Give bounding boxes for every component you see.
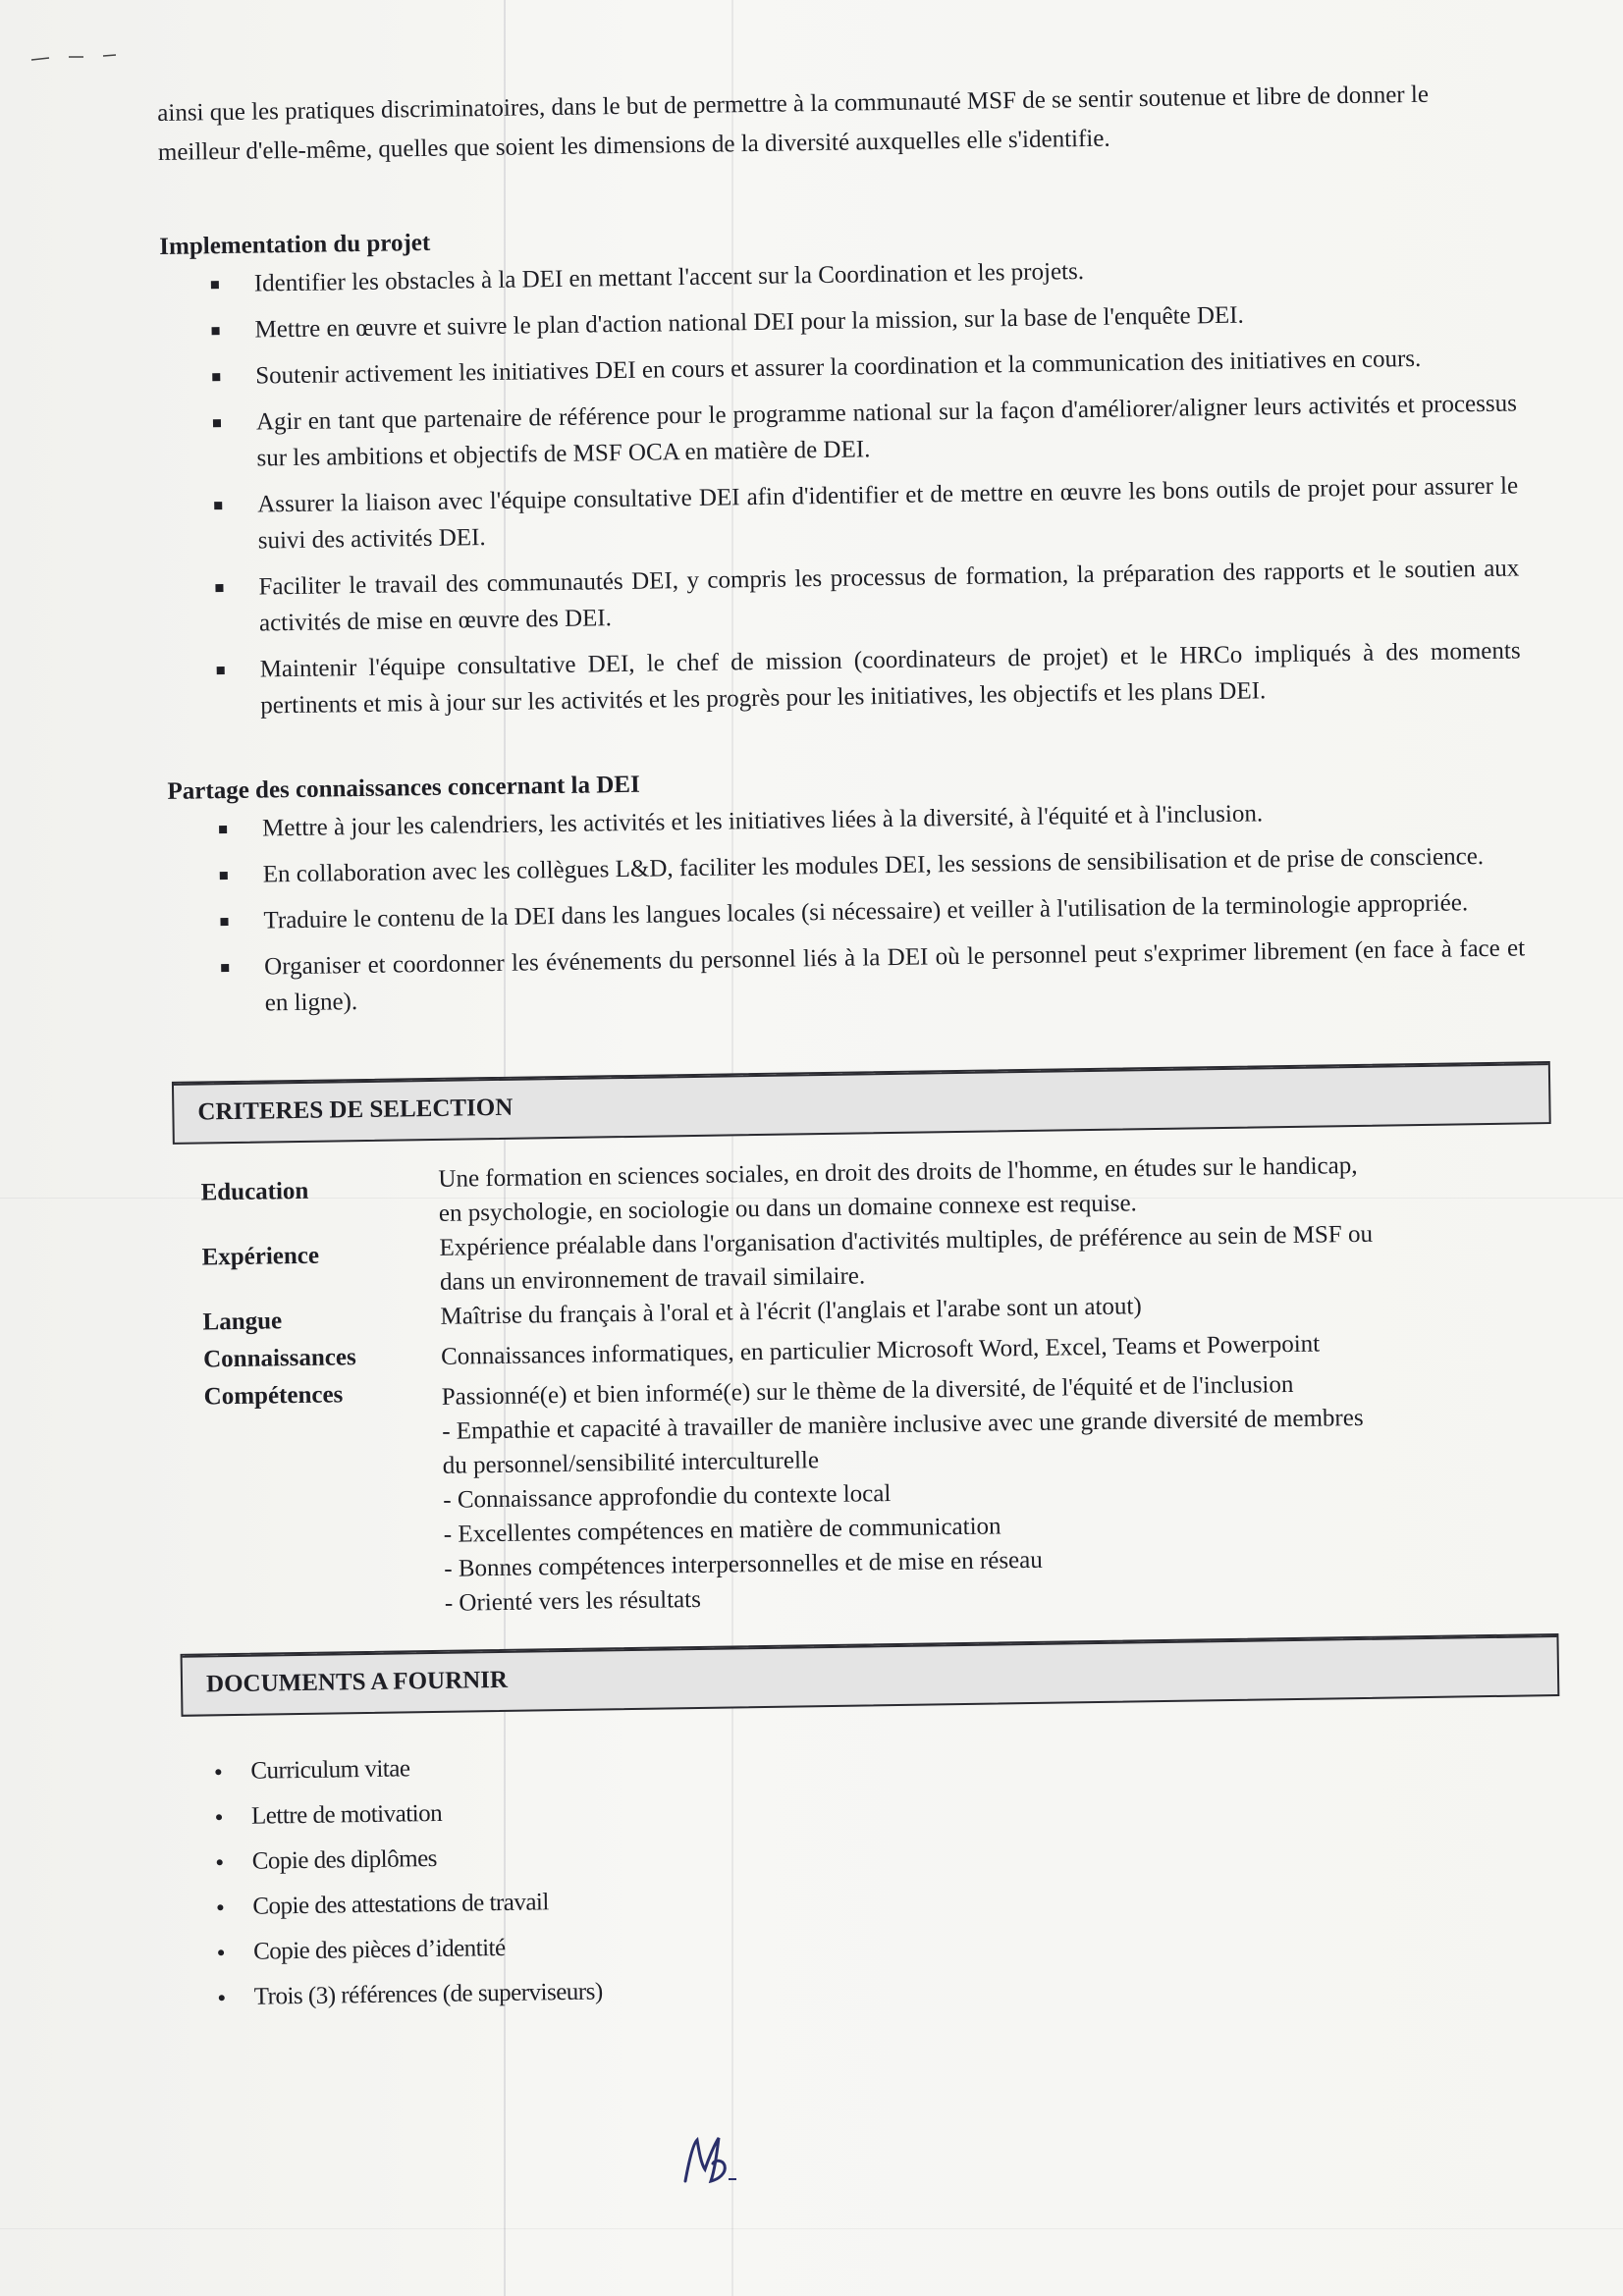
- square-bullet-icon: [213, 419, 221, 427]
- square-bullet-icon: [220, 918, 228, 926]
- label-experience: Expérience: [201, 1242, 320, 1271]
- partage-list: [168, 791, 1526, 1022]
- criteria-values: [438, 1146, 1554, 1621]
- list-item-text: Traduire le contenu de la DEI dans les langues locales (si nécessaire) et veiller à l'utilisation de la terminologie appropriée.: [263, 889, 1469, 934]
- list-item: [163, 467, 1519, 560]
- round-bullet-icon: [216, 1814, 222, 1820]
- scan-mark: [29, 54, 118, 62]
- round-bullet-icon: [219, 1995, 225, 2001]
- criteria-line: Maîtrise du français à l'oral et à l'écrit (l'anglais et l'arabe sont un atout): [440, 1293, 1142, 1330]
- square-bullet-icon: [211, 281, 219, 289]
- list-item-text: Trois (3) références (de superviseurs): [253, 1978, 603, 2010]
- list-item-text: Faciliter le travail des communautés DEI, y compris les processus de formation, la préparation des rapports et le soutien aux activités de mise en œuvre des DEI.: [258, 555, 1520, 637]
- list-item: [162, 385, 1518, 477]
- list-item-text: Maintenir l'équipe consultative DEI, le chef de mission (coordinateurs de projet) et le HRCo impliqués à des moments pertinents et mis à jour sur les activités et les progrès pour les initiatives, les objectifs et les plans DEI.: [259, 637, 1521, 720]
- round-bullet-icon: [218, 1949, 224, 1955]
- criteres-header: CRITERES DE SELECTION: [197, 1094, 514, 1126]
- list-item-text: Curriculum vitae: [250, 1755, 410, 1785]
- list-item-text: Mettre en œuvre et suivre le plan d'action national DEI pour la mission, sur la base de l'enquête DEI.: [254, 301, 1244, 344]
- criteria-line: - Empathie et capacité à travailler de manière inclusive avec une grande diversité de membres: [442, 1404, 1364, 1445]
- list-item-text: Agir en tant que partenaire de référence pour le programme national sur la façon d'améliorer/aligner leurs activités et processus sur les ambitions et objectifs de MSF OCA en matière de DEI.: [255, 390, 1518, 472]
- square-bullet-icon: [212, 327, 220, 335]
- scan-line: [0, 2228, 1623, 2229]
- list-item: [164, 550, 1520, 642]
- list-item: [165, 632, 1521, 724]
- criteria-line: Expérience préalable dans l'organisation d'activités multiples, de préférence au sein de MSF ou: [439, 1220, 1374, 1261]
- handwritten-initials: [677, 2130, 746, 2189]
- list-item-text: En collaboration avec les collègues L&D, faciliter les modules DEI, les sessions de sensibilisation et de prise de conscience.: [262, 843, 1485, 888]
- intro-paragraph: ainsi que les pratiques discriminatoires, dans le but de permettre à la communauté MSF de se sentir soutenue et libre de donner le meilleur d'elle-même, quelles que soient les dimensions de la diversité auxquelles elle s'identifie.: [157, 80, 1430, 166]
- square-bullet-icon: [217, 667, 225, 674]
- criteria-line: - Excellentes compétences en matière de communication: [443, 1513, 1001, 1548]
- criteria-line: Passionné(e) et bien informé(e) sur le thème de la diversité, de l'équité et de l'inclusion: [441, 1370, 1294, 1411]
- list-item-text: Copie des pièces d’identité: [252, 1934, 506, 1965]
- criteria-table: [173, 1146, 1554, 1625]
- square-bullet-icon: [219, 826, 227, 833]
- criteria-labels: [173, 1162, 445, 1625]
- section-title-partage: Partage des connaissances concernant la DEI: [167, 771, 640, 805]
- label-competences: Compétences: [203, 1381, 344, 1411]
- label-education: Education: [200, 1177, 309, 1206]
- list-item-text: Identifier les obstacles à la DEI en mettant l'accent sur la Coordination et les projets.: [253, 258, 1085, 297]
- list-item-text: Copie des diplômes: [251, 1844, 438, 1875]
- criteria-line: - Connaissance approfondie du contexte local: [443, 1480, 892, 1514]
- section-title-implementation: Implementation du projet: [159, 229, 431, 260]
- list-item: [169, 883, 1524, 939]
- square-bullet-icon: [214, 502, 222, 509]
- criteria-line: dans un environnement de travail similaire.: [439, 1262, 866, 1296]
- list-item-text: Soutenir activement les initiatives DEI en cours et assurer la coordination et la communication des initiatives en cours.: [255, 345, 1422, 390]
- list-item-text: Copie des attestations de travail: [252, 1889, 550, 1920]
- list-item: [169, 837, 1524, 893]
- criteria-line: - Bonnes compétences interpersonnelles et de mise en réseau: [444, 1546, 1043, 1582]
- label-langue: Langue: [202, 1308, 283, 1336]
- square-bullet-icon: [212, 373, 220, 381]
- list-item-text: Assurer la liaison avec l'équipe consultative DEI afin d'identifier et de mettre en œuvre les bons outils de projet pour assurer le suivi des activités DEI.: [257, 472, 1519, 555]
- round-bullet-icon: [215, 1769, 221, 1775]
- list-item-text: Lettre de motivation: [250, 1799, 443, 1830]
- criteria-line: - Orienté vers les résultats: [444, 1585, 702, 1617]
- list-item: [161, 339, 1516, 395]
- round-bullet-icon: [217, 1859, 223, 1865]
- list-item-text: Organiser et coordonner les événements du personnel liés à la DEI où le personnel peut s'exprimer librement (en face à face et en ligne).: [263, 934, 1526, 1017]
- square-bullet-icon: [215, 584, 223, 592]
- square-bullet-icon: [220, 872, 228, 880]
- implementation-list: [160, 247, 1522, 725]
- list-item: [160, 294, 1515, 349]
- criteria-line: Connaissances informatiques, en particulier Microsoft Word, Excel, Teams et Powerpoint: [440, 1330, 1321, 1370]
- document-body: [157, 74, 1560, 2021]
- label-connaissances: Connaissances: [202, 1344, 356, 1373]
- round-bullet-icon: [217, 1904, 223, 1910]
- list-item-text: Mettre à jour les calendriers, les activités et les initiatives liées à la diversité, à l'équité et à l'inclusion.: [261, 800, 1264, 842]
- criteria-line: en psychologie, en sociologie ou dans un domaine connexe est requise.: [438, 1190, 1138, 1227]
- criteria-line: Une formation en sciences sociales, en droit des droits de l'homme, en études sur le handicap,: [438, 1151, 1358, 1193]
- criteria-line: du personnel/sensibilité interculturelle: [442, 1447, 820, 1479]
- square-bullet-icon: [221, 964, 229, 972]
- documents-list: [182, 1730, 1560, 2021]
- list-item: [170, 930, 1526, 1022]
- documents-header: DOCUMENTS A FOURNIR: [205, 1666, 509, 1698]
